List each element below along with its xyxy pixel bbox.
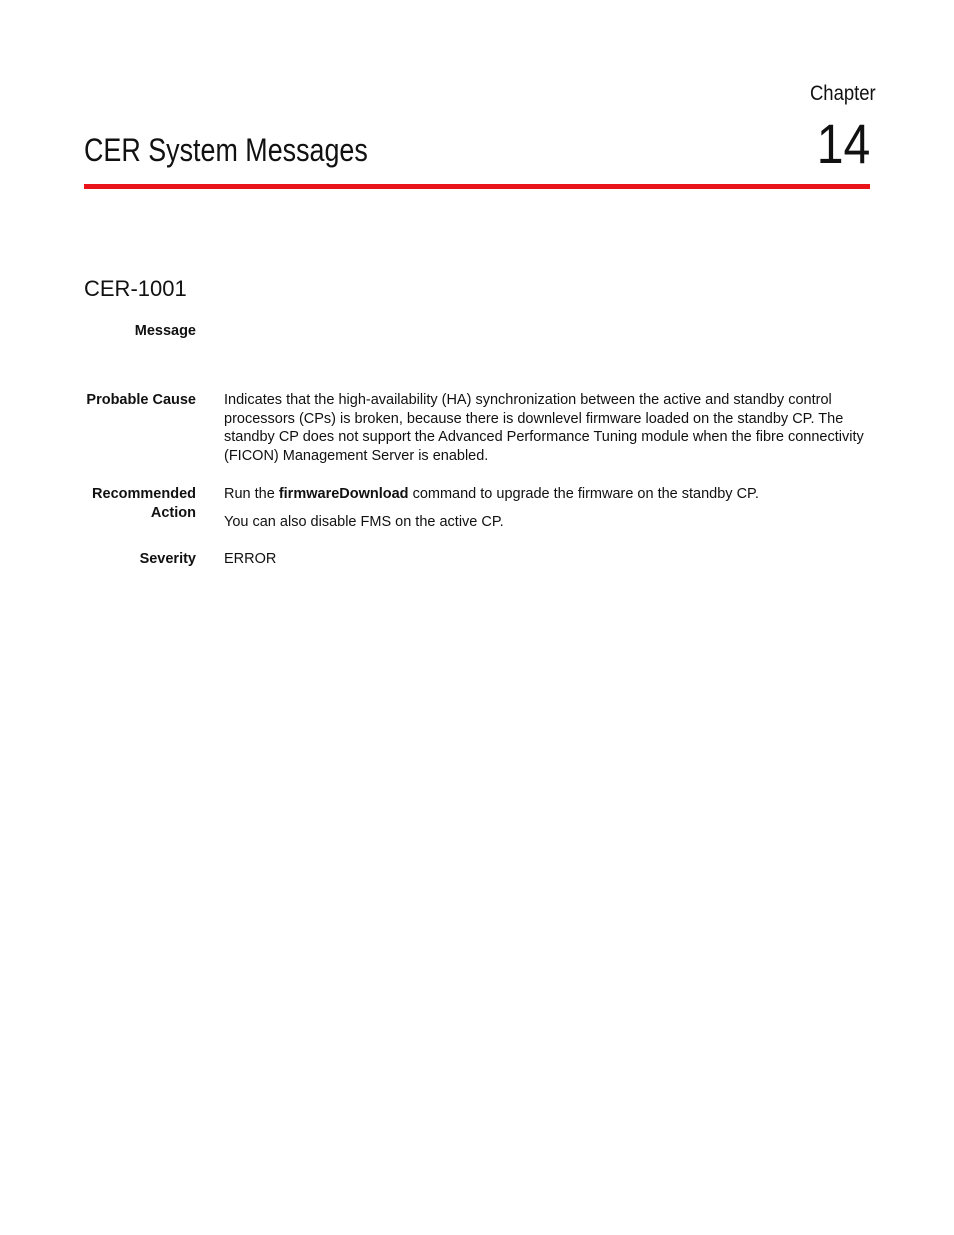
probable-cause-text <box>224 391 864 466</box>
recommended-paragraph-1 <box>224 485 864 504</box>
chapter-number: 14 <box>816 112 870 175</box>
recommended-label-line2: Action <box>150 505 196 521</box>
chapter-label: Chapter <box>810 82 876 105</box>
probable-cause-paragraph: Indicates that the high-availability (HA) synchronization between the active and standby control processors (CPs) is broken, because there is downlevel firmware loaded on the standby CP. The standby CP does not support the Advanced Performance Tuning module when the fibre connectivity (FICON) Management Server is enabled. <box>224 392 864 465</box>
title-rule-divider <box>84 184 870 189</box>
severity-value: ERROR <box>224 551 277 567</box>
recommended-label-line1: Recommended <box>92 486 196 502</box>
recommended-action-label <box>56 485 196 523</box>
probable-cause-label: Probable Cause <box>86 392 196 408</box>
command-name: firmwareDownload <box>278 486 409 502</box>
page-title: CER System Messages <box>84 132 368 168</box>
recommended-action-text <box>224 485 864 531</box>
message-label: Message <box>134 323 196 339</box>
severity-label: Severity <box>139 551 196 567</box>
recommended-paragraph-2: You can also disable FMS on the active CP. <box>224 513 504 530</box>
recommended-suffix: command to upgrade the firmware on the standby CP. <box>408 486 759 502</box>
section-title: CER-1001 <box>84 276 187 301</box>
recommended-prefix: Run the <box>224 486 279 502</box>
